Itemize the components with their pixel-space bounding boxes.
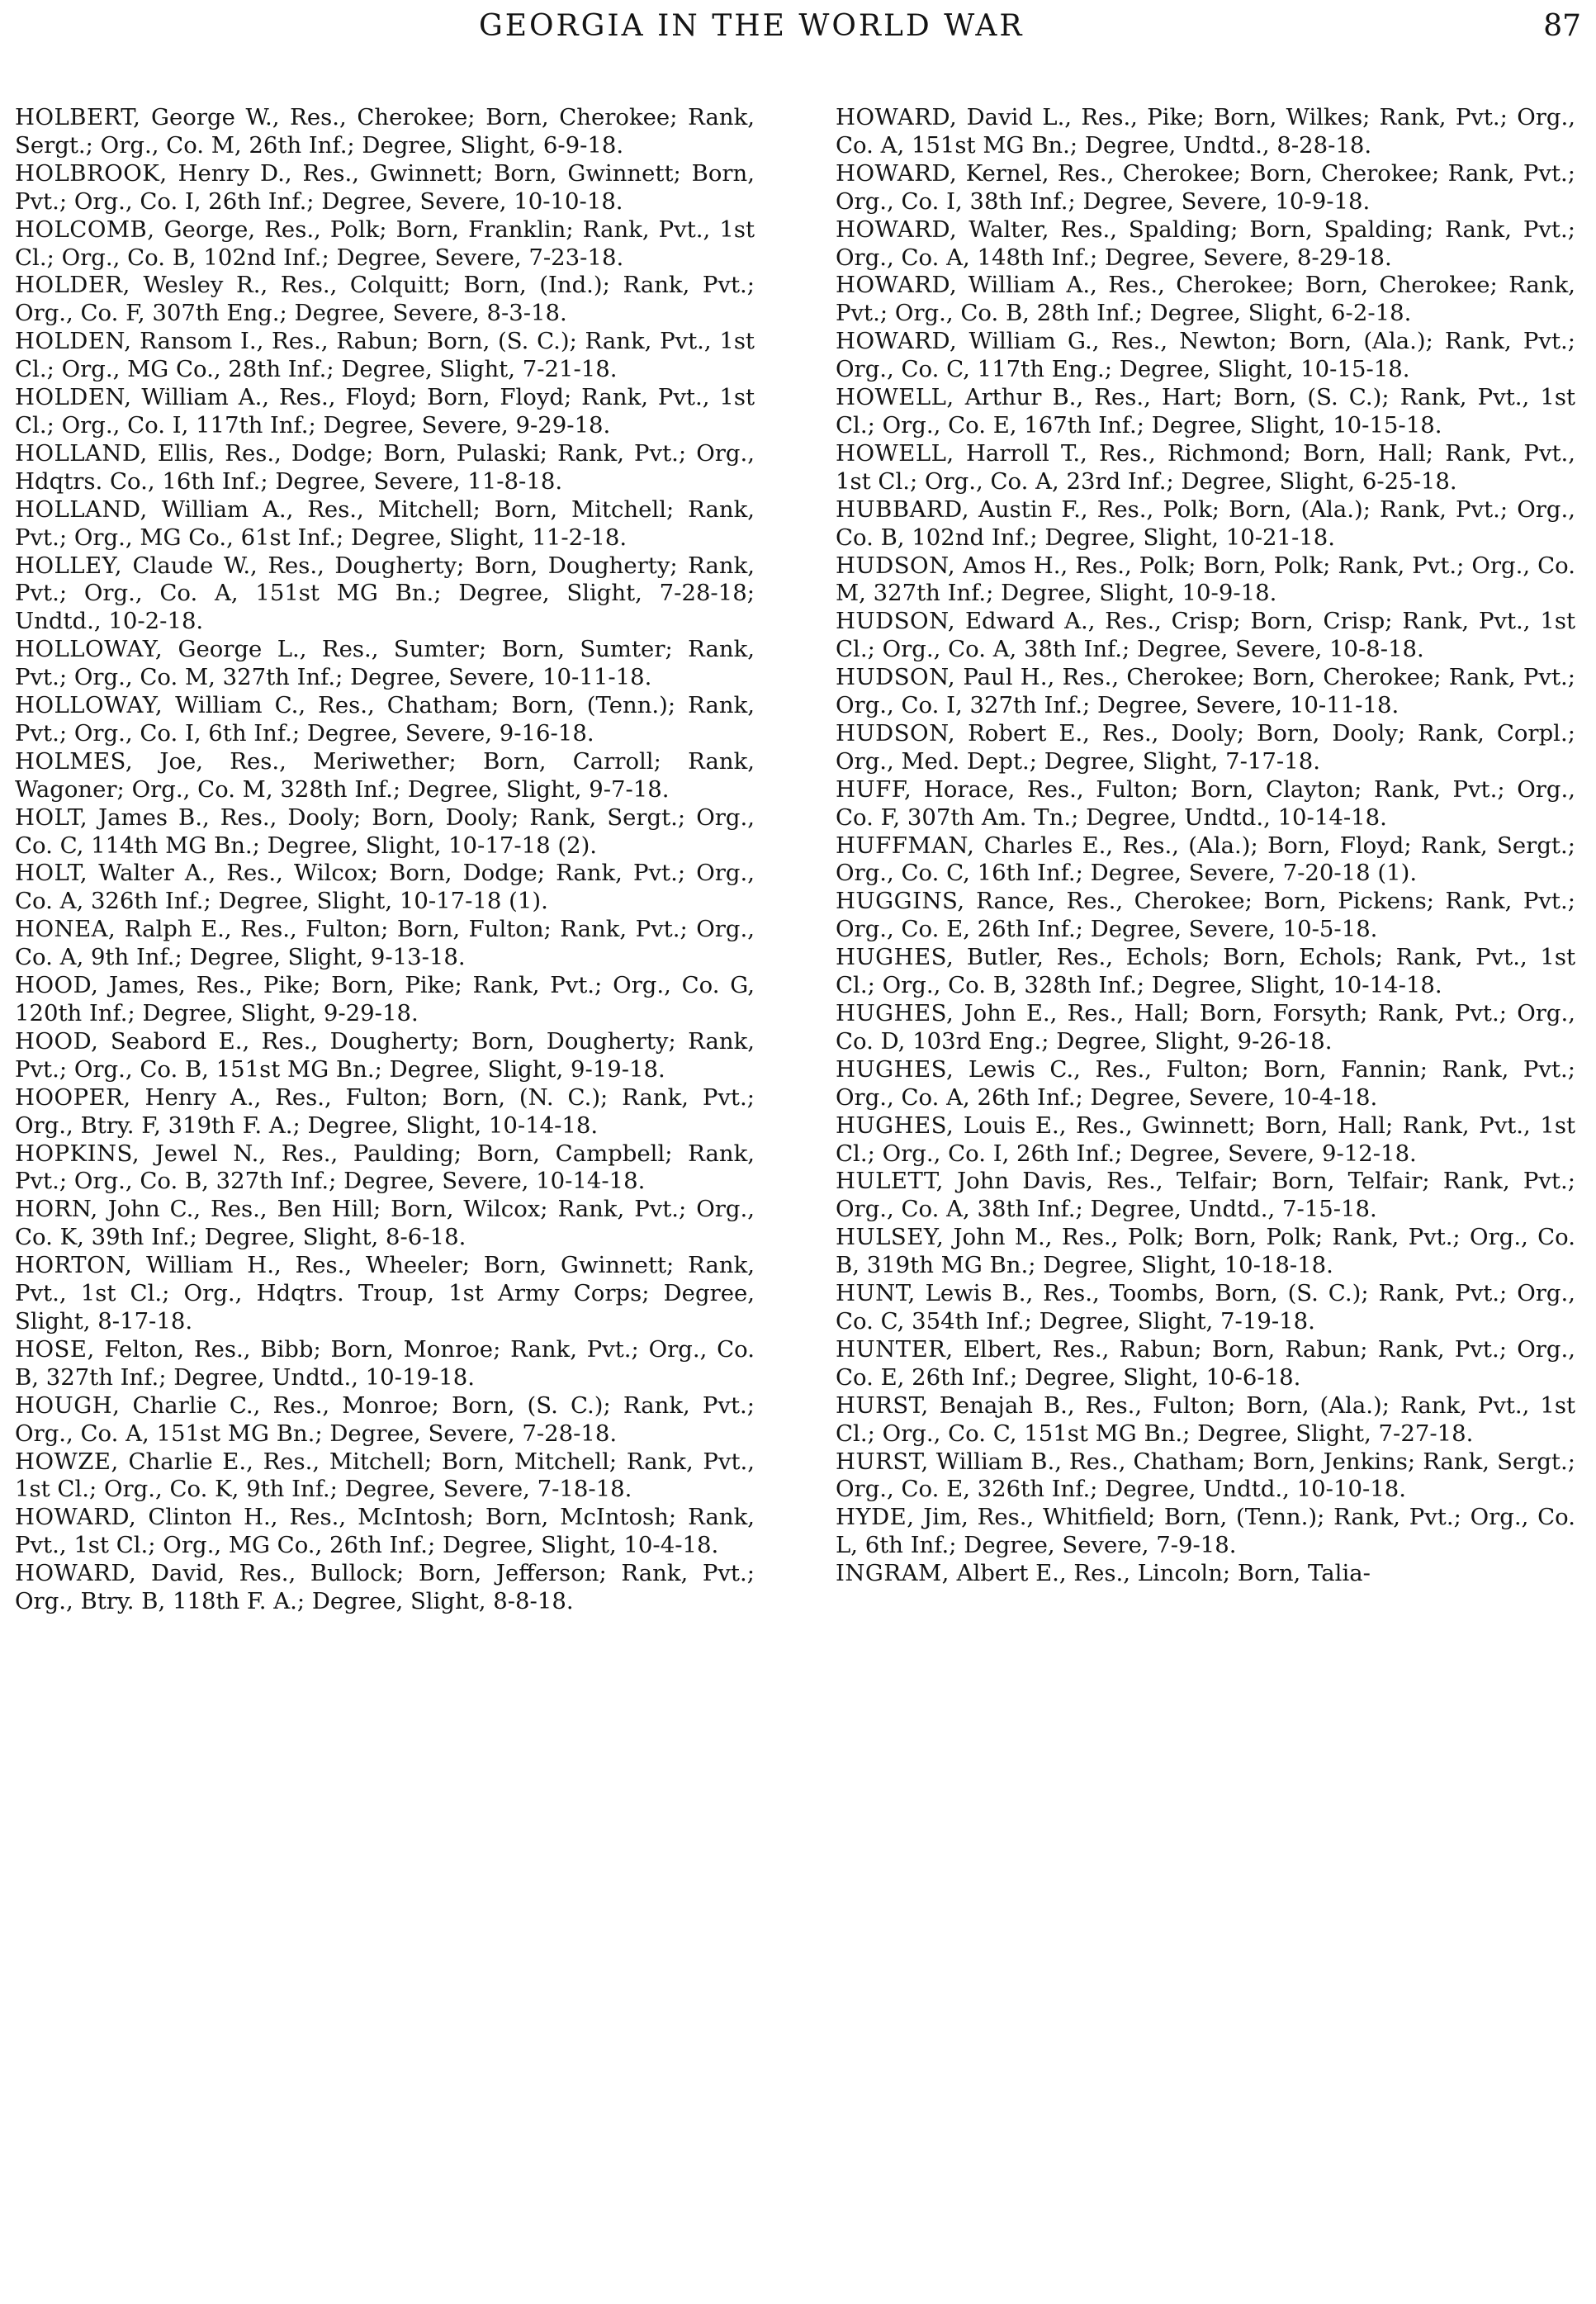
entry-surname: HOSE,	[15, 1335, 95, 1363]
entry-surname: HOLDEN,	[15, 328, 132, 355]
entry-surname: HOLBERT,	[15, 104, 141, 130]
entry-details: Lewis C., Res., Fulton; Born, Fannin; Rank, Pvt.; Org., Co. A, 26th Inf.; Degree, Severe, 10-4-18.	[836, 1055, 1575, 1111]
casualty-entry	[836, 608, 1575, 664]
casualty-entry	[836, 1056, 1575, 1112]
casualty-entry	[836, 832, 1575, 889]
entry-details: George, Res., Polk; Born, Franklin; Rank, Pvt., 1st Cl.; Org., Co. B, 102nd Inf.; Degree, Severe, 7-23-18.	[15, 216, 755, 271]
casualty-entry	[836, 1392, 1575, 1448]
casualty-entry	[15, 440, 755, 496]
casualty-entry	[15, 104, 755, 160]
entry-details: William H., Res., Wheeler; Born, Gwinnett; Rank, Pvt., 1st Cl.; Org., Hdqtrs. Troup, 1st Army Corps; Degree, Slight, 8-17-18.	[15, 1252, 755, 1335]
casualty-entry	[836, 496, 1575, 552]
casualty-entry	[836, 1336, 1575, 1392]
casualty-entry	[836, 104, 1575, 160]
casualty-entry	[836, 384, 1575, 440]
entry-surname: HOWELL,	[836, 439, 954, 467]
entry-details: Austin F., Res., Polk; Born, (Ala.); Rank, Pvt.; Org., Co. B, 102nd Inf.; Degree, Slight, 10-21-18.	[836, 495, 1575, 551]
entry-details: Edward A., Res., Crisp; Born, Crisp; Rank, Pvt., 1st Cl.; Org., Co. A, 38th Inf.; Degree, Severe, 10-8-18.	[836, 608, 1575, 663]
entry-details: George L., Res., Sumter; Born, Sumter; Rank, Pvt.; Org., Co. M, 327th Inf.; Degree, Severe, 10-11-18.	[15, 636, 755, 691]
entry-surname: HUBBARD,	[836, 495, 969, 523]
entry-details: Jim, Res., Whitfield; Born, (Tenn.); Rank, Pvt.; Org., Co. L, 6th Inf.; Degree, Severe, 7-9-18.	[836, 1504, 1575, 1559]
casualty-entry	[15, 384, 755, 440]
casualty-entry	[15, 1140, 755, 1197]
entry-surname: HUGGINS,	[836, 888, 965, 915]
entry-surname: HOWARD,	[836, 216, 958, 243]
entry-surname: HOLLEY,	[15, 552, 122, 579]
entry-details: Felton, Res., Bibb; Born, Monroe; Rank, Pvt.; Org., Co. B, 327th Inf.; Degree, Undtd., 10-19-18.	[15, 1335, 755, 1391]
entry-surname: HUDSON,	[836, 719, 956, 747]
page-number: 87	[1543, 9, 1581, 43]
casualty-entry	[836, 1504, 1575, 1560]
casualty-entry	[836, 1448, 1575, 1505]
entry-details: Clinton H., Res., McIntosh; Born, McIntosh; Rank, Pvt., 1st Cl.; Org., MG Co., 26th Inf.; Degree, Slight, 10-4-18.	[15, 1504, 755, 1559]
entry-details: Henry A., Res., Fulton; Born, (N. C.); Rank, Pvt.; Org., Btry. F, 319th F. A.; Degree, Slight, 10-14-18.	[15, 1083, 755, 1139]
casualty-entry	[15, 1252, 755, 1336]
entry-surname: HUGHES,	[836, 1112, 954, 1139]
entry-details: Ransom I., Res., Rabun; Born, (S. C.); Rank, Pvt., 1st Cl.; Org., MG Co., 28th Inf.; Degree, Slight, 7-21-18.	[15, 328, 755, 383]
casualty-entry	[836, 888, 1575, 944]
entry-details: James, Res., Pike; Born, Pike; Rank, Pvt.; Org., Co. G, 120th Inf.; Degree, Slight, 9-29-18.	[15, 972, 755, 1026]
casualty-entry	[15, 972, 755, 1028]
entry-surname: INGRAM,	[836, 1560, 950, 1587]
casualty-entry	[836, 216, 1575, 273]
entry-details: Louis E., Res., Gwinnett; Born, Hall; Rank, Pvt., 1st Cl.; Org., Co. I, 26th Inf.; Degree, Severe, 9-12-18.	[836, 1112, 1575, 1167]
right-column	[836, 104, 1575, 2292]
entry-details: David L., Res., Pike; Born, Wilkes; Rank, Pvt.; Org., Co. A, 151st MG Bn.; Degree, Undtd., 8-28-18.	[836, 104, 1575, 159]
casualty-entry	[15, 916, 755, 972]
left-column	[15, 104, 755, 2292]
casualty-entry	[836, 272, 1575, 328]
entry-details: John C., Res., Ben Hill; Born, Wilcox; Rank, Pvt.; Org., Co. K, 39th Inf.; Degree, Slight, 8-6-18.	[15, 1196, 755, 1251]
entry-details: William B., Res., Chatham; Born, Jenkins; Rank, Sergt.; Org., Co. E, 326th Inf.; Degree, Undtd., 10-10-18.	[836, 1448, 1575, 1503]
entry-surname: HUDSON,	[836, 664, 956, 691]
casualty-entry	[15, 692, 755, 748]
casualty-entry	[15, 1448, 755, 1505]
casualty-entry	[836, 776, 1575, 832]
entry-details: Harroll T., Res., Richmond; Born, Hall; Rank, Pvt., 1st Cl.; Org., Co. A, 23rd Inf.; Degree, Slight, 6-25-18.	[836, 439, 1575, 495]
entry-surname: HUFF,	[836, 775, 912, 803]
entry-details: Lewis B., Res., Toombs, Born, (S. C.); Rank, Pvt.; Org., Co. C, 354th Inf.; Degree, Slight, 7-19-18.	[836, 1280, 1575, 1335]
casualty-entry	[836, 1224, 1575, 1280]
entry-surname: HOWARD,	[15, 1560, 137, 1587]
casualty-entry	[15, 496, 755, 552]
entry-surname: HOLLAND,	[15, 439, 148, 467]
entry-details: Rance, Res., Cherokee; Born, Pickens; Rank, Pvt.; Org., Co. E, 26th Inf.; Degree, Severe, 10-5-18.	[836, 888, 1575, 943]
casualty-entry	[15, 160, 755, 216]
casualty-entry	[836, 1280, 1575, 1336]
entry-surname: HOOD,	[15, 1027, 99, 1055]
entry-surname: HOWARD,	[15, 1504, 137, 1531]
casualty-entry	[15, 216, 755, 273]
entry-details: Claude W., Res., Dougherty; Born, Dougherty; Rank, Pvt.; Org., Co. A, 151st MG Bn.; Degree, Slight, 7-28-18; Undtd., 10-2-18.	[15, 552, 755, 635]
casualty-entry	[836, 1560, 1575, 1588]
entry-details: Wesley R., Res., Colquitt; Born, (Ind.); Rank, Pvt.; Org., Co. F, 307th Eng.; Degree, Severe, 8-3-18.	[15, 272, 755, 327]
casualty-entry	[15, 328, 755, 384]
casualty-entry	[15, 272, 755, 328]
casualty-entry	[15, 804, 755, 860]
entry-details: John Davis, Res., Telfair; Born, Telfair; Rank, Pvt.; Org., Co. A, 38th Inf.; Degree, Undtd., 7-15-18.	[836, 1168, 1575, 1223]
entry-details: Jewel N., Res., Paulding; Born, Campbell; Rank, Pvt.; Org., Co. B, 327th Inf.; Degree, Severe, 10-14-18.	[15, 1140, 755, 1195]
entry-details: Amos H., Res., Polk; Born, Polk; Rank, Pvt.; Org., Co. M, 327th Inf.; Degree, Slight, 10-9-18.	[836, 552, 1575, 607]
casualty-entry	[836, 552, 1575, 609]
entry-surname: HOWARD,	[836, 104, 958, 130]
casualty-entry	[15, 1336, 755, 1392]
page-title: GEORGIA IN THE WORLD WAR	[479, 9, 1025, 43]
entry-surname: HULETT,	[836, 1168, 944, 1195]
entry-details: Charlie C., Res., Monroe; Born, (S. C.); Rank, Pvt.; Org., Co. A, 151st MG Bn.; Degree, Severe, 7-28-18.	[15, 1391, 755, 1447]
entry-details: John M., Res., Polk; Born, Polk; Rank, Pvt.; Org., Co. B, 319th MG Bn.; Degree, Slight, 10-18-18.	[836, 1224, 1575, 1279]
entry-details: Charlie E., Res., Mitchell; Born, Mitchell; Rank, Pvt., 1st Cl.; Org., Co. K, 9th Inf.; Degree, Severe, 7-18-18.	[15, 1448, 755, 1503]
entry-surname: HOLMES,	[15, 747, 134, 775]
casualty-entry	[15, 860, 755, 916]
casualty-entry	[15, 1392, 755, 1448]
casualty-entry	[836, 440, 1575, 496]
entry-surname: HUDSON,	[836, 552, 956, 579]
casualty-entry	[836, 328, 1575, 384]
entry-surname: HOLDEN,	[15, 384, 132, 411]
entry-surname: HOWELL,	[836, 384, 954, 411]
casualty-entry	[15, 552, 755, 637]
entry-surname: HONEA,	[15, 916, 116, 943]
entry-surname: HOLDER,	[15, 272, 130, 299]
entry-details: William A., Res., Cherokee; Born, Cherokee; Rank, Pvt.; Org., Co. B, 28th Inf.; Degree, Slight, 6-2-18.	[836, 272, 1575, 327]
entry-details: Butler, Res., Echols; Born, Echols; Rank, Pvt., 1st Cl.; Org., Co. B, 328th Inf.; Degree, Slight, 10-14-18.	[836, 944, 1575, 999]
entry-details: Albert E., Res., Lincoln; Born, Talia-	[956, 1560, 1371, 1587]
entry-details: Robert E., Res., Dooly; Born, Dooly; Rank, Corpl.; Org., Med. Dept.; Degree, Slight, 7-17-18.	[836, 719, 1575, 775]
casualty-entry	[15, 748, 755, 804]
entry-details: Paul H., Res., Cherokee; Born, Cherokee; Rank, Pvt.; Org., Co. I, 327th Inf.; Degree, Severe, 10-11-18.	[836, 664, 1575, 719]
entry-details: Arthur B., Res., Hart; Born, (S. C.); Rank, Pvt., 1st Cl.; Org., Co. E, 167th Inf.; Degree, Slight, 10-15-18.	[836, 384, 1575, 439]
entry-details: Charles E., Res., (Ala.); Born, Floyd; Rank, Sergt.; Org., Co. C, 16th Inf.; Degree, Severe, 7-20-18 (1).	[836, 832, 1575, 887]
entry-details: Ralph E., Res., Fulton; Born, Fulton; Rank, Pvt.; Org., Co. A, 9th Inf.; Degree, Slight, 9-13-18.	[15, 916, 755, 971]
entry-surname: HOWARD,	[836, 159, 958, 187]
entry-surname: HORTON,	[15, 1252, 133, 1279]
entry-details: Henry D., Res., Gwinnett; Born, Gwinnett; Born, Pvt.; Org., Co. I, 26th Inf.; Degree, Severe, 10-10-18.	[15, 159, 755, 215]
entry-details: David, Res., Bullock; Born, Jefferson; Rank, Pvt.; Org., Btry. B, 118th F. A.; Degree, Slight, 8-8-18.	[15, 1560, 755, 1615]
entry-surname: HURST,	[836, 1391, 929, 1419]
entry-details: Walter A., Res., Wilcox; Born, Dodge; Rank, Pvt.; Org., Co. A, 326th Inf.; Degree, Slight, 10-17-18 (1).	[15, 860, 755, 915]
entry-details: James B., Res., Dooly; Born, Dooly; Rank, Sergt.; Org., Co. C, 114th MG Bn.; Degree, Slight, 10-17-18 (2).	[15, 804, 755, 859]
entry-details: William A., Res., Floyd; Born, Floyd; Rank, Pvt., 1st Cl.; Org., Co. I, 117th Inf.; Degree, Severe, 9-29-18.	[15, 384, 755, 439]
entry-surname: HOLBROOK,	[15, 159, 168, 187]
entry-surname: HOLLOWAY,	[15, 692, 163, 719]
entry-surname: HOWARD,	[836, 328, 958, 355]
entry-details: Horace, Res., Fulton; Born, Clayton; Rank, Pvt.; Org., Co. F, 307th Am. Tn.; Degree, Undtd., 10-14-18.	[836, 775, 1575, 831]
casualty-entry	[15, 1028, 755, 1084]
page-header	[0, 5, 1596, 51]
entry-surname: HUGHES,	[836, 1000, 954, 1026]
entry-surname: HOLLOWAY,	[15, 636, 163, 663]
entry-surname: HOLT,	[15, 804, 88, 831]
entry-surname: HORN,	[15, 1196, 98, 1223]
casualty-entry	[836, 1168, 1575, 1224]
entry-surname: HOWARD,	[836, 272, 958, 299]
entry-surname: HUDSON,	[836, 608, 956, 635]
entry-details: William C., Res., Chatham; Born, (Tenn.); Rank, Pvt.; Org., Co. I, 6th Inf.; Degree, Severe, 9-16-18.	[15, 692, 755, 747]
entry-surname: HUFFMAN,	[836, 832, 975, 859]
entry-details: Kernel, Res., Cherokee; Born, Cherokee; Rank, Pvt.; Org., Co. I, 38th Inf.; Degree, Severe, 10-9-18.	[836, 159, 1575, 215]
entry-surname: HOLT,	[15, 860, 88, 887]
entry-surname: HOLCOMB,	[15, 216, 155, 243]
entry-surname: HUNTER,	[836, 1335, 954, 1363]
casualty-entry	[15, 636, 755, 692]
entry-details: William G., Res., Newton; Born, (Ala.); Rank, Pvt.; Org., Co. C, 117th Eng.; Degree, Slight, 10-15-18.	[836, 328, 1575, 383]
entry-surname: HYDE,	[836, 1504, 915, 1531]
entry-surname: HULSEY,	[836, 1224, 945, 1251]
casualty-entry	[15, 1504, 755, 1560]
casualty-entry	[836, 160, 1575, 216]
entry-details: Seabord E., Res., Dougherty; Born, Dougherty; Rank, Pvt.; Org., Co. B, 151st MG Bn.; Degree, Slight, 9-19-18.	[15, 1027, 755, 1083]
casualty-entry	[15, 1196, 755, 1252]
entry-details: Walter, Res., Spalding; Born, Spalding; Rank, Pvt.; Org., Co. A, 148th Inf.; Degree, Severe, 8-29-18.	[836, 216, 1575, 271]
entry-surname: HUGHES,	[836, 944, 954, 971]
casualty-entry	[836, 1000, 1575, 1056]
entry-details: George W., Res., Cherokee; Born, Cherokee; Rank, Sergt.; Org., Co. M, 26th Inf.; Degree, Slight, 6-9-18.	[15, 104, 755, 159]
entry-details: Joe, Res., Meriwether; Born, Carroll; Rank, Wagoner; Org., Co. M, 328th Inf.; Degree, Slight, 9-7-18.	[15, 747, 755, 803]
entry-details: William A., Res., Mitchell; Born, Mitchell; Rank, Pvt.; Org., MG Co., 61st Inf.; Degree, Slight, 11-2-18.	[15, 495, 755, 551]
entry-details: Elbert, Res., Rabun; Born, Rabun; Rank, Pvt.; Org., Co. E, 26th Inf.; Degree, Slight, 10-6-18.	[836, 1335, 1575, 1391]
casualty-entry	[836, 720, 1575, 776]
entry-details: John E., Res., Hall; Born, Forsyth; Rank, Pvt.; Org., Co. D, 103rd Eng.; Degree, Slight, 9-26-18.	[836, 1000, 1575, 1055]
casualty-entry	[836, 1112, 1575, 1169]
casualty-entry	[15, 1560, 755, 1616]
casualty-entry	[15, 1084, 755, 1140]
entry-details: Benajah B., Res., Fulton; Born, (Ala.); Rank, Pvt., 1st Cl.; Org., Co. C, 151st MG Bn.; Degree, Slight, 7-27-18.	[836, 1391, 1575, 1447]
entry-surname: HOOPER,	[15, 1083, 131, 1111]
entry-surname: HOOD,	[15, 972, 99, 999]
entry-surname: HOWZE,	[15, 1448, 119, 1475]
entry-details: Ellis, Res., Dodge; Born, Pulaski; Rank, Pvt.; Org., Hdqtrs. Co., 16th Inf.; Degree, Severe, 11-8-18.	[15, 439, 755, 495]
entry-surname: HUGHES,	[836, 1055, 954, 1083]
entry-surname: HURST,	[836, 1448, 929, 1475]
entry-surname: HOLLAND,	[15, 495, 148, 523]
entry-surname: HOUGH,	[15, 1391, 121, 1419]
entry-surname: HOPKINS,	[15, 1140, 140, 1167]
casualty-entry	[836, 944, 1575, 1000]
casualty-entry	[836, 664, 1575, 720]
entry-surname: HUNT,	[836, 1280, 916, 1307]
